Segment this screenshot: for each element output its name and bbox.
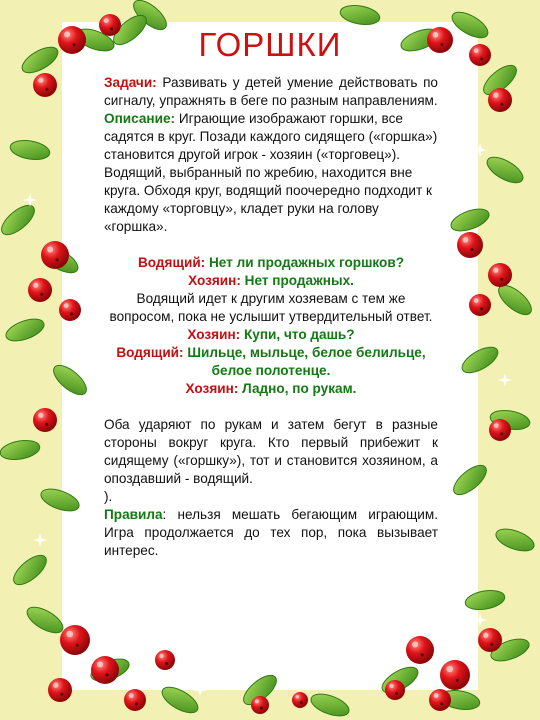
berry-icon xyxy=(28,278,52,302)
speaker-owner-3: Хозяин: xyxy=(185,381,239,396)
dialogue-line-2 xyxy=(104,272,438,290)
dialogue-text-5: Ладно, по рукам. xyxy=(238,381,357,396)
ending-trailing: ). xyxy=(104,489,113,504)
leaf-icon xyxy=(49,360,91,400)
dialogue-line-3 xyxy=(104,326,438,344)
leaf-icon xyxy=(339,3,382,28)
tasks-paragraph xyxy=(104,74,438,110)
dialogue-line-1 xyxy=(104,254,438,272)
berry-icon xyxy=(440,660,470,690)
berry-icon xyxy=(488,88,512,112)
leaf-icon xyxy=(449,460,491,500)
dialogue-narration: Водящий идет к другим хозяевам с тем же вопросом, пока не услышит утвердительный ответ. xyxy=(109,291,433,324)
berry-icon xyxy=(41,241,69,269)
game-description xyxy=(104,74,438,560)
dialogue-line-5 xyxy=(104,380,438,398)
page-title: ГОРШКИ xyxy=(198,26,342,63)
leaf-icon xyxy=(23,602,67,638)
rules-paragraph xyxy=(104,506,438,560)
leaf-icon xyxy=(9,138,52,163)
leaf-icon xyxy=(458,342,502,378)
berry-icon xyxy=(91,656,119,684)
berry-icon xyxy=(478,628,502,652)
rules-label: Правила xyxy=(104,507,163,522)
leaf-icon xyxy=(308,690,352,720)
berry-icon xyxy=(469,294,491,316)
berry-icon xyxy=(155,650,175,670)
sparkle-icon xyxy=(23,193,37,207)
leaf-icon xyxy=(0,200,39,240)
sparkle-icon xyxy=(473,143,487,157)
leaf-icon xyxy=(158,682,202,718)
leaf-icon xyxy=(464,588,507,613)
leaf-icon xyxy=(493,525,537,556)
sparkle-icon xyxy=(193,683,207,697)
berry-icon xyxy=(429,689,451,711)
leaf-icon xyxy=(38,485,82,516)
leaf-icon xyxy=(448,205,492,236)
rules-colon: : xyxy=(162,507,167,522)
leaf-icon xyxy=(0,438,41,463)
leaf-icon xyxy=(483,152,527,188)
sparkle-icon xyxy=(498,373,512,387)
speaker-owner-2: Хозяин: xyxy=(187,327,241,342)
tasks-label: Задачи: xyxy=(104,75,157,90)
berry-icon xyxy=(48,678,72,702)
berry-icon xyxy=(292,692,308,708)
berry-icon xyxy=(406,636,434,664)
berry-icon xyxy=(251,696,269,714)
description-label: Описание: xyxy=(104,111,176,126)
speaker-leader-2: Водящий: xyxy=(116,345,184,360)
berry-icon xyxy=(59,299,81,321)
dialogue-text-4: Шильце, мыльце, белое белильце, белое полотенце. xyxy=(183,345,426,378)
leaf-icon xyxy=(9,550,51,590)
berry-icon xyxy=(489,419,511,441)
berry-icon xyxy=(33,73,57,97)
rules-text: нельзя мешать бегающим играющим. Игра продолжается до тех пор, пока вызывает интерес. xyxy=(104,507,438,558)
berry-icon xyxy=(60,625,90,655)
sparkle-icon xyxy=(33,533,47,547)
berry-icon xyxy=(488,263,512,287)
dialogue-text-3: Купи, что дашь? xyxy=(240,327,355,342)
leaf-icon xyxy=(3,315,47,346)
berry-icon xyxy=(33,408,57,432)
berry-icon xyxy=(457,232,483,258)
berry-icon xyxy=(385,680,405,700)
description-text: Играющие изображают горшки, все садятся в круг. Позади каждого сидящего («горшка») становится другой игрок - хозяин («торговец»). Водящий, выбранный по жребию, находится вне круга. Обходя круг, водящий поочередно подходит к каждому «торговцу», кладет руки на голову «горшка». xyxy=(104,111,438,234)
tasks-text: Развивать у детей умение действовать по сигналу, упражнять в беге по разным направлениям. xyxy=(104,75,438,108)
speaker-owner-1: Хозяин: xyxy=(188,273,241,288)
dialogue-text-1: Нет ли продажных горшков? xyxy=(205,255,405,270)
description-paragraph xyxy=(104,110,438,236)
berry-icon xyxy=(124,689,146,711)
sparkle-icon xyxy=(473,613,487,627)
dialogue-text-2: Нет продажных. xyxy=(240,273,354,288)
dialogue-line-4 xyxy=(104,344,438,380)
speaker-leader-1: Водящий: xyxy=(137,255,206,270)
ending-paragraph: Оба ударяют по рукам и затем бегут в разные стороны вокруг круга. Кто первый прибежит к сидящему («горшку»), тот и становится хозяином, а опоздавший - водящий. xyxy=(104,417,438,486)
